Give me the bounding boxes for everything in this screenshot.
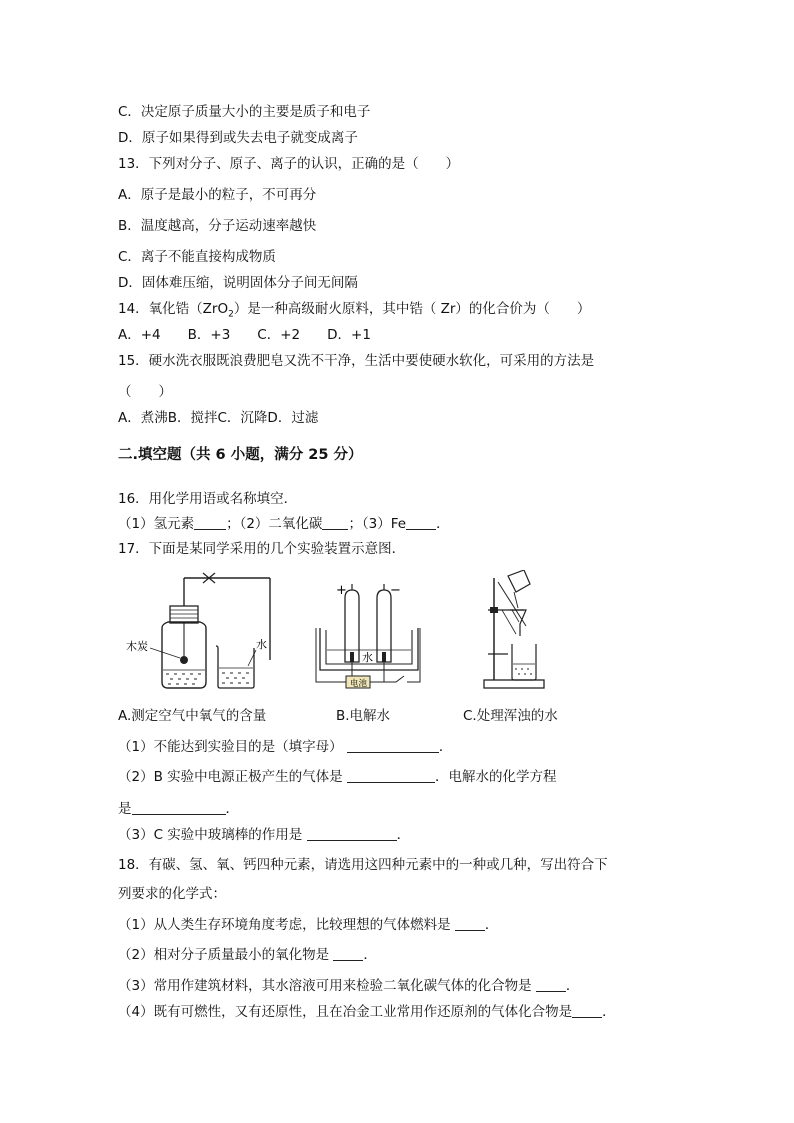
q16-part1: （1）氢元素 [118,516,195,532]
q18-stem-line1: 18．有碳、氢、氧、钙四种元素，请选用这四种元素中的一种或几种，写出符合下 [118,857,608,873]
q16-stem: 16．用化学用语或名称填空． [118,491,298,507]
q15-paren: （ ） [118,384,172,400]
figure-b-label-minus: − [390,583,401,598]
q18-sub3-blank [536,977,566,992]
q18-sub3 [118,977,579,995]
q15-stem: 15．硬水洗衣服既浪费肥皂又洗不干净，生活中要使硬水软化，可采用的方法是 [118,353,595,369]
q16-blank1 [194,515,226,530]
q16-part2: ；（2）二氧化碳 [226,516,323,532]
q14-stem [118,300,590,324]
q14-stem-post: ）是一种高级耐火原料，其中锆（ Zr）的化合价为（ ） [233,301,591,317]
q18-sub2-end: ． [363,947,377,963]
q13-stem: 13．下列对分子、原子、离子的认识，正确的是（ ） [118,156,460,172]
q18-sub4-blank [572,1003,602,1018]
figure-b-caption: B.电解水 [336,708,391,724]
figure-a-caption: A.测定空气中氧气的含量 [118,708,267,724]
figure-a-oxygen-apparatus [120,570,290,695]
q17-sub2-text: （2）B 实验中电源正极产生的气体是 [118,769,343,785]
figure-b-electrolysis-apparatus [312,570,432,695]
q16-blank2 [322,515,348,530]
q16-end: ． [436,516,450,532]
q18-sub4-end: ． [602,1004,616,1020]
q12-option-d: D．原子如果得到或失去电子就变成离子 [118,130,358,146]
q17-sub3-end: ． [396,827,411,843]
q18-sub2-text: （2）相对分子质量最小的氧化物是 [118,947,330,963]
q17-sub2-mid: ．电解水的化学方程 [434,769,557,785]
q17-sub2-cont [118,800,239,818]
q18-sub2-blank [333,946,363,961]
figure-c-filtration-apparatus [478,570,558,695]
figure-b-label-battery: 电池 [350,679,368,689]
figure-c-caption: C.处理浑浊的水 [463,708,558,724]
figure-b-label-water: 水 [362,651,373,664]
q17-sub1-blank [347,738,439,753]
q18-sub4-text: （4）既有可燃性，又有还原性，且在冶金工业常用作还原剂的气体化合物是 [118,1004,573,1020]
q18-sub4 [118,1003,616,1021]
q18-sub1-text: （1）从人类生存环境角度考虑，比较理想的气体燃料是 [118,917,451,933]
q12-option-c: C．决定原子质量大小的主要是质子和电子 [118,104,371,120]
q17-sub3 [118,826,410,844]
q17-sub1-text: （1）不能达到实验目的是（填字母） [118,739,343,755]
q17-sub2 [118,768,556,786]
q17-sub1 [118,738,452,756]
q18-sub1 [118,916,498,934]
figure-a-label-water: 水 [256,638,267,651]
q18-sub1-blank [455,916,485,931]
q17-sub2-end: ． [225,801,239,817]
q17-sub2-blank2 [132,800,226,815]
q17-stem: 17．下面是某同学采用的几个实验装置示意图． [118,541,406,557]
q18-sub3-end: ． [565,978,580,994]
q16-parts [118,515,450,533]
q17-sub2-cont-text: 是 [118,801,132,817]
q17-sub1-end: ． [438,739,453,755]
figure-a-label-charcoal: 木炭 [126,640,148,653]
q14-stem-sub: 2 [228,309,234,320]
q18-sub2 [118,946,377,964]
section-2-title: 二.填空题（共 6 小题，满分 25 分） [118,447,363,463]
q13-option-c: C．离子不能直接构成物质 [118,249,276,265]
q18-sub1-end: ． [484,917,499,933]
q17-sub3-text: （3）C 实验中玻璃棒的作用是 [118,827,303,843]
q15-options: A．煮沸B．搅拌C．沉降D．过滤 [118,410,319,426]
q18-sub3-text: （3）常用作建筑材料，其水溶液可用来检验二氧化碳气体的化合物是 [118,978,532,994]
q13-option-b: B．温度越高，分子运动速率越快 [118,218,317,234]
q16-part3: ；（3）Fe [348,516,407,532]
q16-blank3 [406,515,436,530]
q17-sub2-blank1 [347,768,435,783]
q17-sub3-blank [307,826,397,841]
q18-stem-line2: 列要求的化学式： [118,886,226,902]
q13-option-a: A．原子是最小的粒子，不可再分 [118,187,317,203]
q14-stem-pre: 14．氧化锆（ZrO [118,301,229,317]
q14-options: A．+4 B．+3 C．+2 D．+1 [118,327,371,343]
figure-b-label-plus: + [336,583,347,598]
q13-option-d: D．固体难压缩，说明固体分子间无间隔 [118,275,358,291]
